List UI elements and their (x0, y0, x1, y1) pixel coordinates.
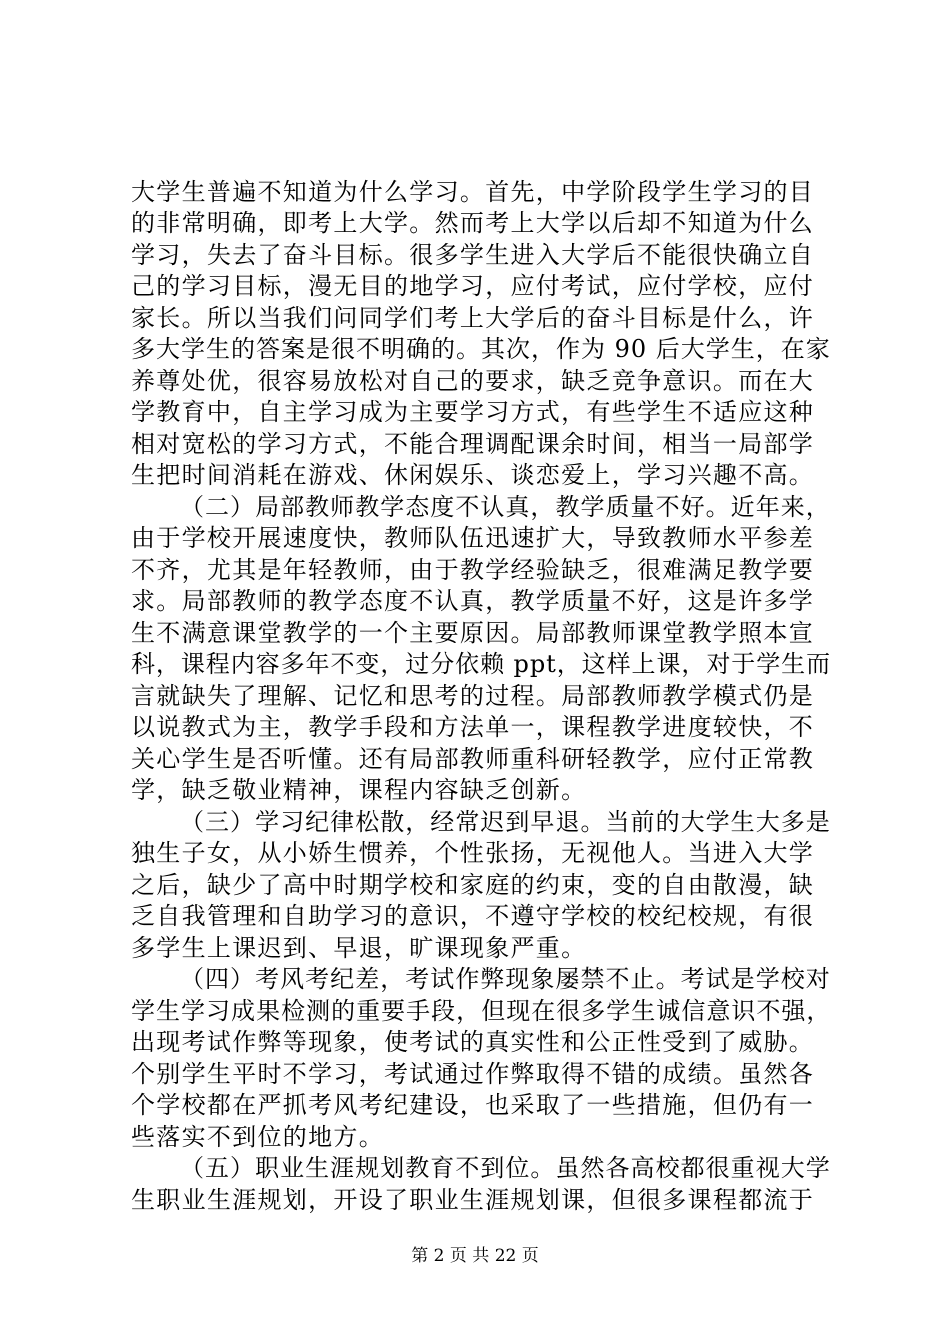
text-line: 之后，缺少了高中时期学校和家庭的约束，变的自由散漫，缺 (131, 871, 815, 899)
text-line: 多大学生的答案是很不明确的。其次，作为 90 后大学生，在家 (131, 335, 831, 363)
text-line: 学习，失去了奋斗目标。很多学生进入大学后不能很快确立自 (131, 241, 815, 269)
text-line: 个学校都在严抓考风考纪建设，也采取了一些措施，但仍有一 (131, 1091, 815, 1119)
text-line: 些落实不到位的地方。 (131, 1123, 384, 1151)
text-line: 的非常明确，即考上大学。然而考上大学以后却不知道为什么 (131, 209, 815, 237)
text-line: 求。局部教师的教学态度不认真，教学质量不好，这是许多学 (131, 587, 815, 615)
text-line: 家长。所以当我们问同学们考上大学后的奋斗目标是什么，许 (131, 304, 815, 332)
text-line: 由于学校开展速度快，教师队伍迅速扩大，导致教师水平参差 (131, 524, 815, 552)
text-line-indented: （五）职业生涯规划教育不到位。虽然各高校都很重视大学 (180, 1154, 831, 1182)
text-line: 多学生上课迟到、早退，旷课现象严重。 (131, 934, 587, 962)
text-line-indented: （三）学习纪律松散，经常迟到早退。当前的大学生大多是 (180, 808, 831, 836)
page-footer: 第 2 页 共 22 页 (411, 1246, 539, 1266)
text-line: 生职业生涯规划，开设了职业生涯规划课，但很多课程都流于 (131, 1186, 815, 1214)
text-line: 养尊处优，很容易放松对自己的要求，缺乏竞争意识。而在大 (131, 367, 815, 395)
text-line: 科，课程内容多年不变，过分依赖 ppt，这样上课，对于学生而 (131, 650, 831, 678)
text-line-indented: （二）局部教师教学态度不认真，教学质量不好。近年来， (180, 493, 831, 521)
text-line: 学，缺乏敬业精神，课程内容缺乏创新。 (131, 776, 587, 804)
text-line: 独生子女，从小娇生惯养，个性张扬，无视他人。当进入大学 (131, 839, 815, 867)
text-line: 以说教式为主，教学手段和方法单一，课程教学进度较快，不 (131, 713, 815, 741)
text-line: 相对宽松的学习方式，不能合理调配课余时间，相当一局部学 (131, 430, 815, 458)
text-line: 大学生普遍不知道为什么学习。首先，中学阶段学生学习的目 (131, 178, 815, 206)
text-line: 不齐，尤其是年轻教师，由于教学经验缺乏，很难满足教学要 (131, 556, 815, 584)
text-line: 个别学生平时不学习，考试通过作弊取得不错的成绩。虽然各 (131, 1060, 815, 1088)
text-line: 关心学生是否听懂。还有局部教师重科研轻教学，应付正常教 (131, 745, 815, 773)
text-line: 生不满意课堂教学的一个主要原因。局部教师课堂教学照本宣 (131, 619, 815, 647)
text-line: 乏自我管理和自助学习的意识，不遵守学校的校纪校规，有很 (131, 902, 815, 930)
text-line: 学生学习成果检测的重要手段，但现在很多学生诚信意识不强， (131, 997, 832, 1025)
text-line: 己的学习目标，漫无目的地学习，应付考试，应付学校，应付 (131, 272, 815, 300)
text-line: 言就缺失了理解、记忆和思考的过程。局部教师教学模式仍是 (131, 682, 815, 710)
text-line: 学教育中，自主学习成为主要学习方式，有些学生不适应这种 (131, 398, 815, 426)
text-line-indented: （四）考风考纪差，考试作弊现象屡禁不止。考试是学校对 (180, 965, 831, 993)
text-line: 生把时间消耗在游戏、休闲娱乐、谈恋爱上，学习兴趣不高。 (131, 461, 815, 489)
text-line: 出现考试作弊等现象，使考试的真实性和公正性受到了威胁。 (131, 1028, 815, 1056)
